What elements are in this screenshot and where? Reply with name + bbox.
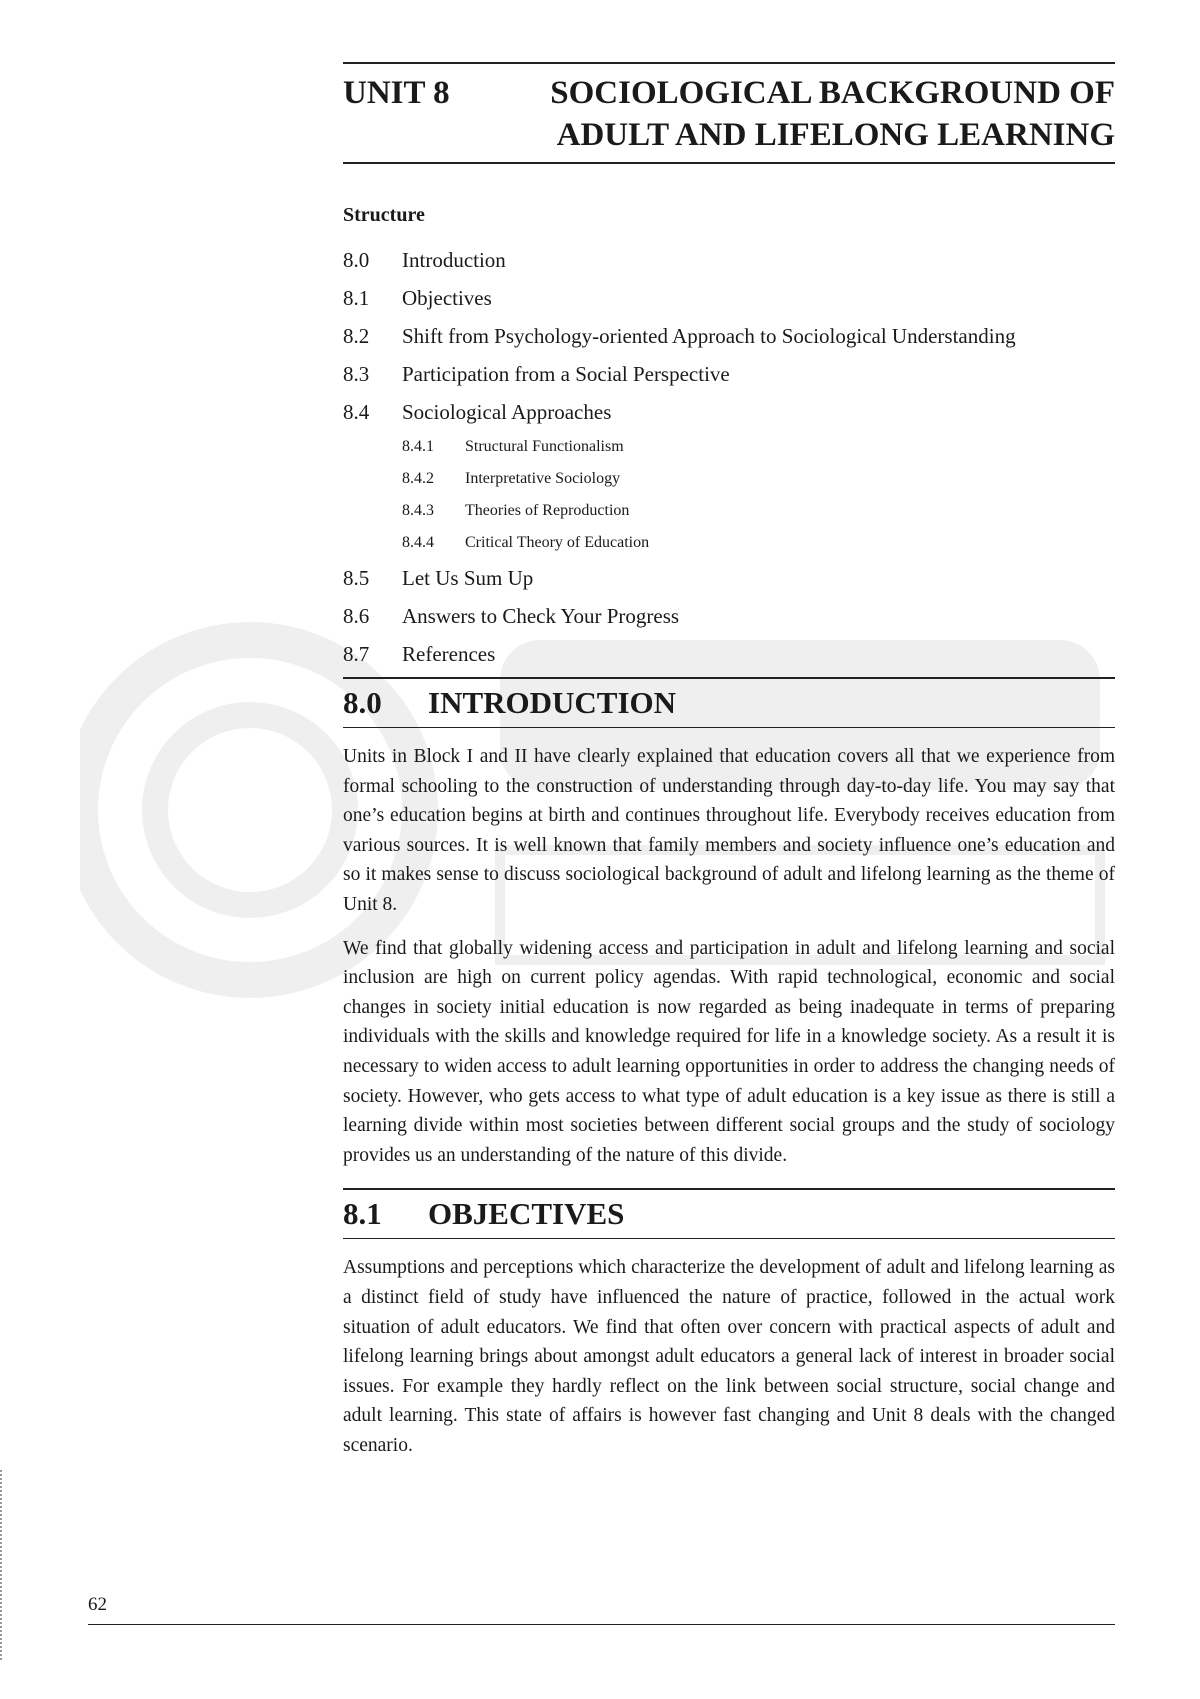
toc-item-number: 8.6: [343, 604, 370, 628]
unit-title-line1: SOCIOLOGICAL BACKGROUND OF: [550, 75, 1115, 111]
toc-item: [343, 317, 1115, 355]
toc-item-text: Answers to Check Your Progress: [402, 604, 680, 628]
section-title: OBJECTIVES: [428, 1196, 625, 1232]
toc-item-text: Objectives: [402, 286, 492, 310]
section-number: 8.0: [343, 685, 382, 720]
toc-subitem-number: 8.4.1: [402, 438, 434, 455]
toc-subitem-text: Theories of Reproduction: [465, 502, 630, 519]
toc-item-text: References: [402, 642, 496, 666]
toc-subitem-number: 8.4.3: [402, 502, 434, 519]
toc-item-number: 8.0: [343, 248, 370, 272]
toc-subitem-text: Critical Theory of Education: [465, 534, 650, 551]
toc-item: [343, 393, 1115, 431]
page-number: 62: [88, 1594, 107, 1615]
objectives-heading: [343, 1190, 1115, 1239]
toc-item: [343, 559, 1115, 597]
unit-heading-rule: [343, 162, 1115, 164]
toc-item-number: 8.3: [343, 362, 370, 386]
structure-label: Structure: [343, 204, 425, 226]
footer-rule: [88, 1624, 1115, 1625]
toc-item-text: Let Us Sum Up: [402, 566, 534, 590]
unit-title-line2: ADULT AND LIFELONG LEARNING: [556, 117, 1115, 153]
introduction-paragraph-2: We find that globally widening access and participation in adult and lifelong learning and social inclusion are high on current policy agendas. With rapid technological, economic and social changes in society initial education is now regarded as being inadequate in terms of preparing individuals with the skills and knowledge required for life in a knowledge society. As a result it is necessary to widen access to adult learning opportunities in order to address the changing needs of society. However, who gets access to what type of adult education is a key issue as there is still a learning divide within most societies between different social groups and the study of sociology provides us an understanding of the nature of this divide.: [343, 937, 1115, 1166]
unit-title: [492, 72, 1115, 156]
toc-subitem: [343, 463, 1115, 495]
toc-item-text: Participation from a Social Perspective: [402, 362, 730, 386]
toc-item-number: 8.4: [343, 400, 370, 424]
objectives-paragraph-1: Assumptions and perceptions which characterize the development of adult and lifelong learning as a distinct field of study have influenced the nature of practice, followed in the actual work situation of adult educators. We find that often over concern with practical aspects of adult and lifelong learning brings about amongst adult educators a general lack of interest in broader social issues. For example they hardly reflect on the link between social structure, social change and adult learning. This state of affairs is however fast changing and Unit 8 deals with the changed scenario.: [343, 1257, 1115, 1456]
toc-subitem: [343, 495, 1115, 527]
unit-number: UNIT 8: [343, 75, 450, 111]
toc-subitem-number: 8.4.2: [402, 470, 434, 487]
toc-subitem: [343, 527, 1115, 559]
margin-scan-marks: [0, 1470, 6, 1660]
section-title: INTRODUCTION: [428, 685, 677, 720]
toc-subitem-text: Interpretative Sociology: [465, 470, 621, 487]
toc-item-text: Shift from Psychology-oriented Approach to Sociological Understanding: [402, 324, 1016, 348]
toc-item-number: 8.2: [343, 324, 370, 348]
toc-item: [343, 241, 1115, 279]
toc-item-text: Introduction: [402, 248, 506, 272]
toc-item: [343, 355, 1115, 393]
toc-item-number: 8.1: [343, 286, 370, 310]
toc-item-number: 8.5: [343, 566, 370, 590]
toc-subitem-text: Structural Functionalism: [465, 438, 624, 455]
introduction-heading: [343, 679, 1115, 728]
toc-subitem: [343, 431, 1115, 463]
toc-item: [343, 635, 1115, 673]
introduction-paragraph-1: Units in Block I and II have clearly explained that education covers all that we experience from formal schooling to the construction of understanding through day-to-day life. You may say that one’s education begins at birth and continues throughout life. Everybody receives education from various sources. It is well known that family members and society influence one’s education and so it makes sense to discuss sociological background of adult and lifelong learning as the theme of Unit 8.: [343, 746, 1115, 915]
toc-item-text: Sociological Approaches: [402, 400, 612, 424]
toc-item: [343, 597, 1115, 635]
section-number: 8.1: [343, 1196, 382, 1232]
page-content: [343, 62, 1115, 1460]
toc-item: [343, 279, 1115, 317]
unit-heading: [343, 64, 1115, 162]
toc-item-number: 8.7: [343, 642, 370, 666]
toc-subitem-number: 8.4.4: [402, 534, 434, 551]
structure-list: [343, 241, 1115, 673]
